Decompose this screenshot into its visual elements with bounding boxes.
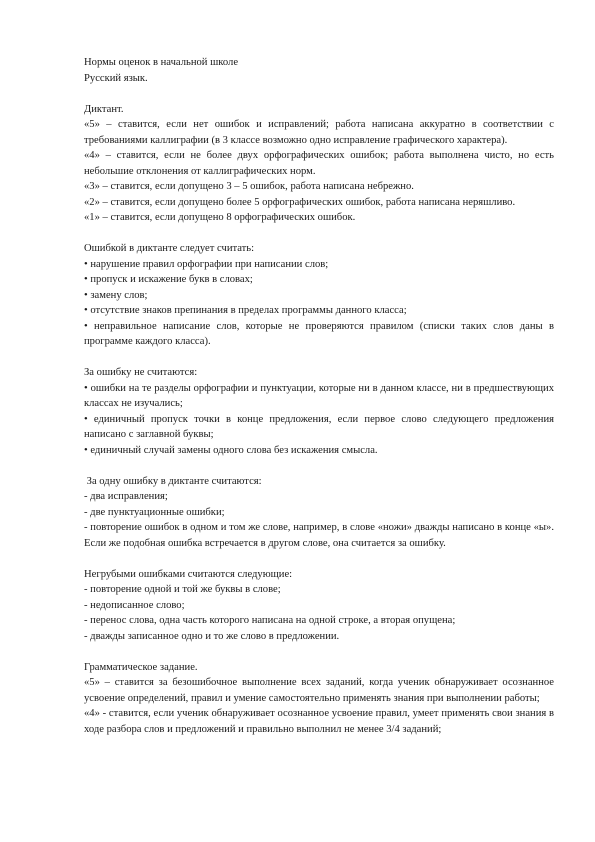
- errors-list-item: • нарушение правил орфографии при написании слов;: [84, 258, 329, 270]
- spacer: [84, 644, 554, 660]
- one-error-list-item: - две пунктуационные ошибки;: [84, 506, 225, 518]
- spacer: [84, 458, 554, 474]
- minor-errors-list-item: - перенос слова, одна часть которого написана на одной строке, а вторая опущена;: [84, 615, 456, 626]
- document-body: [84, 55, 554, 737]
- grammar-grade-4: «4» - ставится, если ученик обнаруживает осознанное усвоение правил, умеет применять свои знания в ходе разбора слов и предложений и правильно выполнил не менее 3/4 заданий;: [84, 708, 554, 735]
- spacer: [84, 350, 554, 366]
- one-error-list-item: - повторение ошибок в одном и том же слове, например, в слове «ножи» дважды написано в конце «ы». Если же подобная ошибка встречается в другом слове, она считается за ошибку.: [84, 522, 554, 549]
- document-title: Нормы оценок в начальной школе: [84, 57, 239, 68]
- grammar-grade-5: «5» – ставится за безошибочное выполнение всех заданий, когда ученик обнаруживает осознанное усвоение определений, правил и умение самостоятельно применять знания при выполнении работы;: [84, 677, 554, 704]
- grammar-heading: Грамматическое задание.: [84, 661, 198, 673]
- minor-errors-list-item: - повторение одной и той же буквы в слове;: [84, 584, 281, 595]
- spacer: [84, 86, 554, 102]
- not-errors-list-item: • ошибки на те разделы орфографии и пунктуации, которые ни в данном классе, ни в предшествующих классах не изучались;: [84, 382, 554, 409]
- dictation-grade-1: «1» – ставится, если допущено 8 орфографических ошибок.: [84, 212, 356, 223]
- not-errors-list-item: • единичный пропуск точки в конце предложения, если первое слово следующего предложения написано с заглавной буквы;: [84, 413, 554, 440]
- errors-list-item: • замену слов;: [84, 289, 148, 301]
- spacer: [84, 551, 554, 567]
- minor-errors-list-item: - недописанное слово;: [84, 599, 185, 611]
- not-errors-heading: За ошибку не считаются:: [84, 367, 198, 378]
- errors-heading: Ошибкой в диктанте следует считать:: [84, 243, 255, 254]
- not-errors-list-item: • единичный случай замены одного слова без искажения смысла.: [84, 444, 378, 456]
- dictation-heading: Диктант.: [84, 103, 124, 115]
- dictation-grade-3: «3» – ставится, если допущено 3 – 5 ошибок, работа написана небрежно.: [84, 181, 414, 192]
- dictation-grade-4: «4» – ставится, если не более двух орфографических ошибок; работа выполнена чисто, но есть небольшие отклонения от каллиграфических норм.: [84, 150, 554, 177]
- dictation-grade-2: «2» – ставится, если допущено более 5 орфографических ошибок, работа написана неряшливо.: [84, 196, 516, 208]
- errors-list-item: • неправильное написание слов, которые не проверяются правилом (списки таких слов даны в программе каждого класса).: [84, 320, 554, 347]
- subject-label: Русский язык.: [84, 72, 148, 84]
- minor-errors-list-item: - дважды записанное одно и то же слово в предложении.: [84, 630, 340, 642]
- errors-list-item: • отсутствие знаков препинания в пределах программы данного класса;: [84, 305, 407, 316]
- one-error-heading: За одну ошибку в диктанте считаются:: [84, 475, 262, 487]
- spacer: [84, 226, 554, 242]
- dictation-grade-5: «5» – ставится, если нет ошибок и исправлений; работа написана аккуратно в соответствии с требованиями каллиграфии (в 3 классе возможно одно исправление графического характера).: [84, 119, 554, 146]
- minor-errors-heading: Негрубыми ошибками считаются следующие:: [84, 568, 293, 580]
- one-error-list-item: - два исправления;: [84, 491, 168, 502]
- errors-list-item: • пропуск и искажение букв в словах;: [84, 274, 253, 285]
